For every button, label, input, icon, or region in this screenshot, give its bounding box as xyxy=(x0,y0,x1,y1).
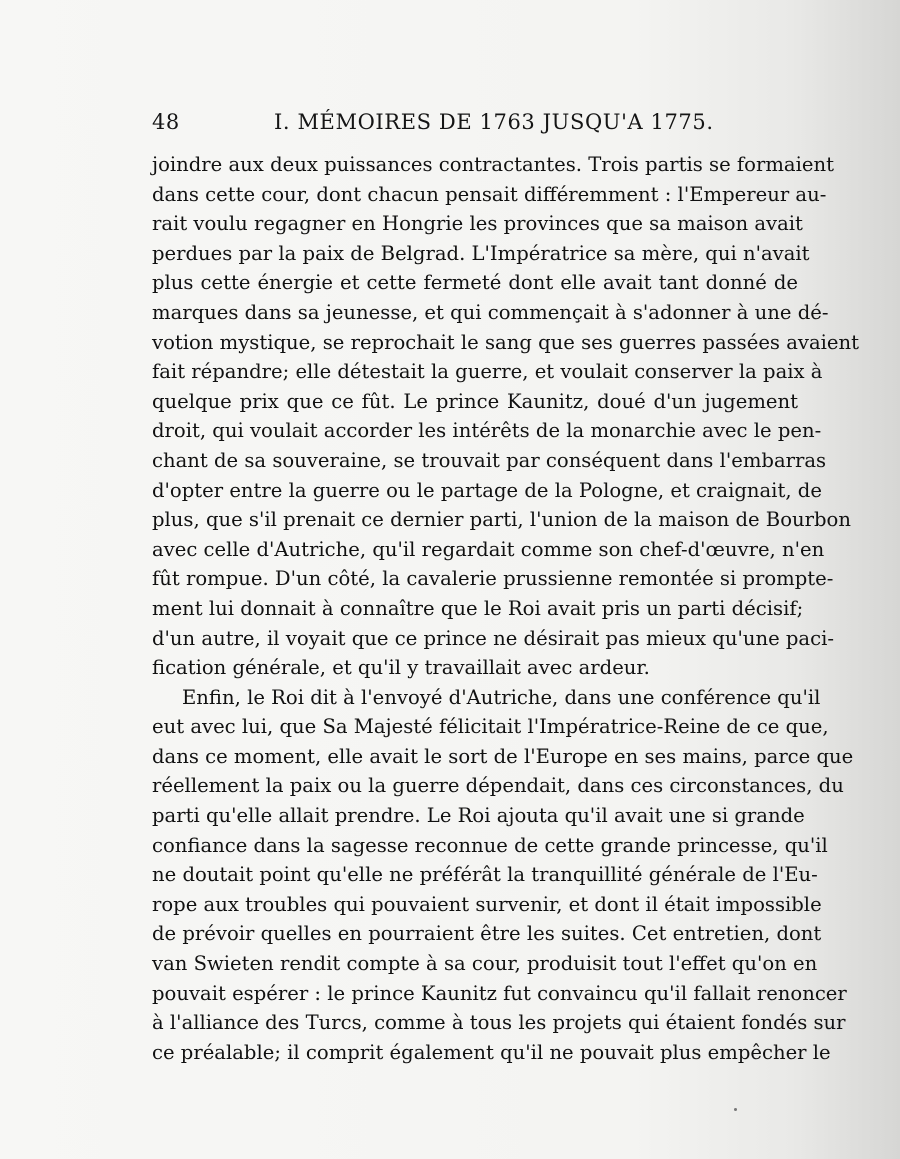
text-line: de prévoir quelles en pourraient être les suites. Cet entretien, dont xyxy=(152,922,822,946)
text-line: fait répandre; elle détestait la guerre, et voulait conserver la paix à xyxy=(152,360,823,384)
running-head xyxy=(152,110,798,140)
text-line: votion mystique, se reprochait le sang que ses guerres passées avaient xyxy=(152,330,860,354)
print-speck xyxy=(734,1108,737,1111)
text-line: fût rompue. D'un côté, la cavalerie prussienne remontée si prompte- xyxy=(152,567,834,591)
text-line: chant de sa souveraine, se trouvait par conséquent dans l'embarras xyxy=(152,448,827,472)
text-line: rope aux troubles qui pouvaient survenir, et dont il était impossible xyxy=(152,892,822,916)
text-line: dans ce moment, elle avait le sort de l'Europe en ses mains, parce que xyxy=(152,744,854,768)
text-line: parti qu'elle allait prendre. Le Roi ajouta qu'il avait une si grande xyxy=(152,804,805,828)
text-line: rait voulu regagner en Hongrie les provinces que sa maison avait xyxy=(152,212,803,236)
text-line: droit, qui voulait accorder les intérêts de la monarchie avec le pen- xyxy=(152,419,822,443)
text-line: ce préalable; il comprit également qu'il ne pouvait plus empêcher le xyxy=(152,1040,831,1064)
text-line: confiance dans la sagesse reconnue de cette grande princesse, qu'il xyxy=(152,833,828,857)
text-line: avec celle d'Autriche, qu'il regardait comme son chef-d'œuvre, n'en xyxy=(152,537,825,561)
body-text xyxy=(152,150,860,1067)
text-line: fication générale, et qu'il y travaillait avec ardeur. xyxy=(152,656,650,680)
text-line: perdues par la paix de Belgrad. L'Impératrice sa mère, qui n'avait xyxy=(152,241,810,265)
text-line: quelque prix que ce fût. Le prince Kaunitz, doué d'un jugement xyxy=(152,389,798,413)
paragraph-1 xyxy=(152,150,860,683)
text-line: joindre aux deux puissances contractantes. Trois partis se formaient xyxy=(152,153,834,176)
text-line: marques dans sa jeunesse, et qui commençait à s'adonner à une dé- xyxy=(152,300,829,324)
text-line: ne doutait point qu'elle ne préférât la tranquillité générale de l'Eu- xyxy=(152,863,818,887)
text-line: ment lui donnait à connaître que le Roi avait pris un parti décisif; xyxy=(152,596,804,620)
text-line: eut avec lui, que Sa Majesté félicitait l'Impératrice-Reine de ce que, xyxy=(152,715,829,739)
text-line: réellement la paix ou la guerre dépendait, dans ces circonstances, du xyxy=(152,774,844,798)
text-line: pouvait espérer : le prince Kaunitz fut convaincu qu'il fallait renoncer xyxy=(152,981,847,1005)
paragraph-2 xyxy=(152,683,854,1068)
text-line: à l'alliance des Turcs, comme à tous les projets qui étaient fondés sur xyxy=(152,1011,846,1035)
text-line: d'opter entre la guerre ou le partage de la Pologne, et craignait, de xyxy=(152,478,822,502)
text-line: Enfin, le Roi dit à l'envoyé d'Autriche, dans une conférence qu'il xyxy=(182,685,821,709)
running-title: I. MÉMOIRES DE 1763 JUSQU'A 1775. xyxy=(274,110,714,134)
text-line: plus cette énergie et cette fermeté dont elle avait tant donné de xyxy=(152,271,798,295)
text-line: dans cette cour, dont chacun pensait différemment : l'Empereur au- xyxy=(152,182,827,206)
text-line: plus, que s'il prenait ce dernier parti, l'union de la maison de Bourbon xyxy=(152,508,851,532)
text-line: d'un autre, il voyait que ce prince ne désirait pas mieux qu'une paci- xyxy=(152,626,834,650)
page-number: 48 xyxy=(152,110,180,134)
text-line: van Swieten rendit compte à sa cour, produisit tout l'effet qu'on en xyxy=(152,952,818,976)
